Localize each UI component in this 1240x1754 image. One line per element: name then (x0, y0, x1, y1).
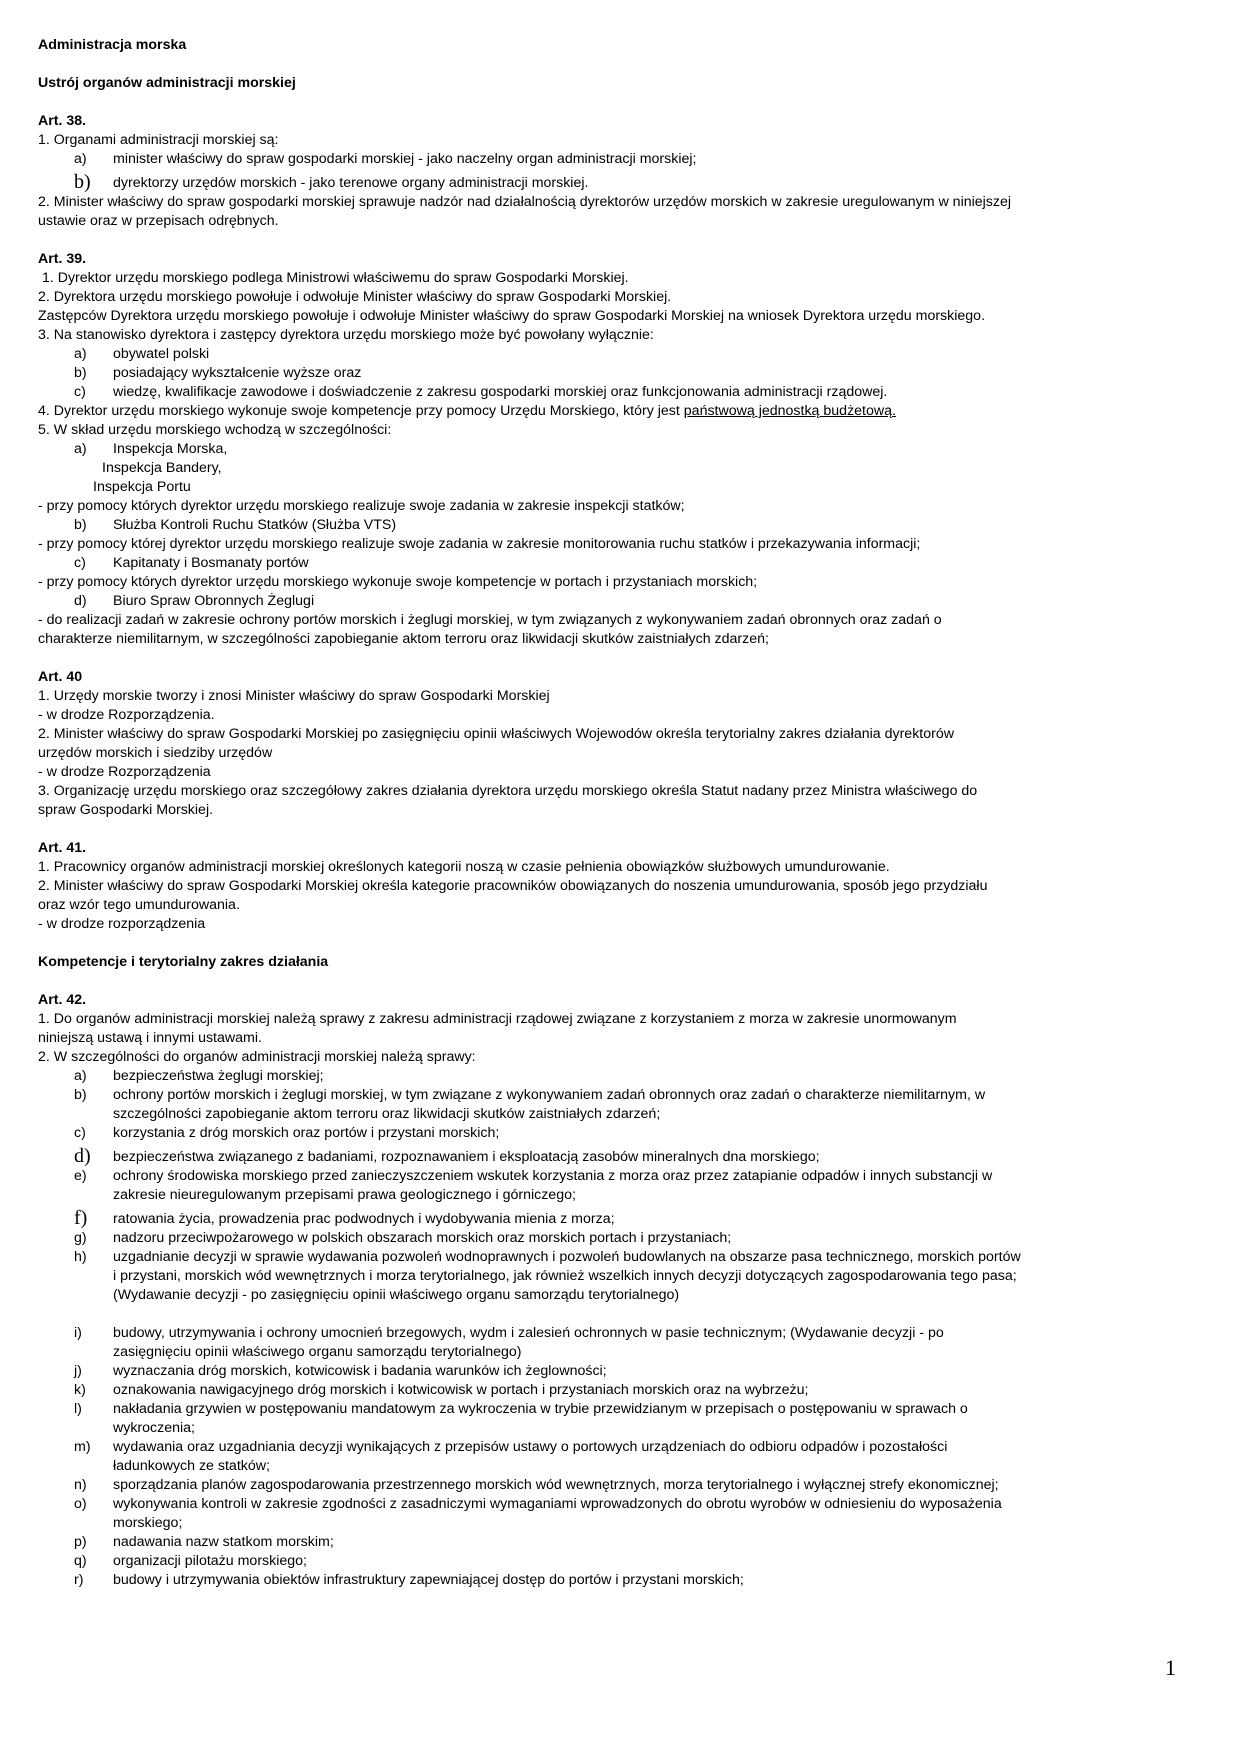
list-label: h) (74, 1249, 87, 1265)
list-label: m) (74, 1439, 91, 1455)
list-item (38, 440, 1188, 459)
list-text: sporządzania planów zagospodarowania przestrzennego morskich wód wewnętrznych, morza terytorialnego i wyłącznej strefy ekonomicznej; (113, 1477, 999, 1493)
list-label: i) (74, 1325, 82, 1341)
paragraph: - w drodze rozporządzenia (38, 916, 206, 932)
section-heading: Kompetencje i terytorialny zakres działania (38, 954, 329, 970)
paragraph: - w drodze Rozporządzenia. (38, 707, 215, 723)
list-text: posiadający wykształcenie wyższe oraz (113, 365, 362, 381)
paragraph: 2. Minister właściwy do spraw Gospodarki Morskiej po zasięgnięciu opinii właściwych Wojewodów określa terytorialny zakres działania dyrektorów (38, 726, 954, 742)
list-item (38, 1400, 1188, 1438)
list-label: p) (74, 1534, 87, 1550)
list-text: (Wydawanie decyzji - po zasięgnięciu opinii właściwego organu samorządu terytorialnego) (113, 1287, 680, 1303)
list-item (38, 1124, 1188, 1143)
paragraph: ustawie oraz w przepisach odrębnych. (38, 213, 279, 229)
list-item (38, 1495, 1188, 1533)
list-text: morskiego; (113, 1515, 183, 1531)
list-item (38, 1145, 1188, 1167)
list-label: g) (74, 1230, 87, 1246)
list-label: r) (74, 1572, 84, 1588)
article-heading: Art. 40 (38, 669, 83, 685)
paragraph: 2. W szczególności do organów administracji morskiej należą sprawy: (38, 1049, 476, 1065)
list-item (38, 554, 1188, 573)
list-label: a) (74, 151, 87, 167)
paragraph: oraz wzór tego umundurowania. (38, 897, 240, 913)
list-text: ratowania życia, prowadzenia prac podwodnych i wydobywania mienia z morza; (113, 1211, 615, 1227)
list-item (38, 592, 1188, 611)
list-item (38, 516, 1188, 535)
list-text: ładunkowych ze statków; (113, 1458, 270, 1474)
list-text: dyrektorzy urzędów morskich - jako terenowe organy administracji morskiej. (113, 175, 589, 191)
list-item (38, 1248, 1188, 1305)
list-text: wyznaczania dróg morskich, kotwicowisk i badania warunków ich żeglowności; (113, 1363, 607, 1379)
list-item (38, 1533, 1188, 1552)
list-text: Służba Kontroli Ruchu Statków (Służba VTS) (113, 517, 397, 533)
list-text: ochrony środowiska morskiego przed zanieczyszczeniem wskutek korzystania z morza oraz przez zatapianie odpadów i innych substancji w (113, 1168, 993, 1184)
paragraph: 2. Dyrektora urzędu morskiego powołuje i odwołuje Minister właściwy do spraw Gospodarki Morskiej. (38, 289, 672, 305)
paragraph: 1. Organami administracji morskiej są: (38, 132, 279, 148)
list-label: b) (74, 171, 91, 193)
paragraph: 3. Organizację urzędu morskiego oraz szczegółowy zakres działania dyrektora urzędu morskiego określa Statut nadany przez Ministra właściwego do (38, 783, 978, 799)
list-label: a) (74, 441, 87, 457)
list-text: budowy i utrzymywania obiektów infrastruktury zapewniającej dostęp do portów i przystani morskich; (113, 1572, 744, 1588)
paragraph: 2. Minister właściwy do spraw Gospodarki Morskiej określa kategorie pracowników obowiązanych do noszenia umundurowania, sposób jego przydziału (38, 878, 988, 894)
list-text: obywatel polski (113, 346, 210, 362)
list-text: korzystania z dróg morskich oraz portów i przystani morskich; (113, 1125, 500, 1141)
paragraph: spraw Gospodarki Morskiej. (38, 802, 214, 818)
list-text: ochrony portów morskich i żeglugi morskiej, w tym związane z wykonywaniem zadań obronnych oraz zadań o charakterze niemilitarnym, w (113, 1087, 986, 1103)
paragraph: 2. Minister właściwy do spraw gospodarki morskiej sprawuje nadzór nad działalnością dyrektorów urzędów morskich w zakresie uregulowanym w niniejszej (38, 194, 1012, 210)
list-item (38, 1086, 1188, 1124)
list-item (38, 1362, 1188, 1381)
list-item (38, 171, 1188, 193)
list-text: nadawania nazw statkom morskim; (113, 1534, 334, 1550)
list-label: e) (74, 1168, 87, 1184)
list-text: nakładania grzywien w postępowaniu mandatowym za wykroczenia w trybie przewidzianym w przepisach o postępowaniu w sprawach o (113, 1401, 968, 1417)
list-item (38, 383, 1188, 402)
list-text: oznakowania nawigacyjnego dróg morskich i kotwicowisk w portach i przystaniach morskich oraz na wybrzeżu; (113, 1382, 809, 1398)
section-heading: Ustrój organów administracji morskiej (38, 75, 296, 91)
list-item (38, 1207, 1188, 1229)
list-note: - przy pomocy których dyrektor urzędu morskiego realizuje swoje zadania w zakresie inspekcji statków; (38, 498, 685, 514)
list-item (38, 1067, 1188, 1086)
list-item (38, 364, 1188, 383)
list-label: l) (74, 1401, 82, 1417)
list-label: a) (74, 346, 87, 362)
list-item (38, 1438, 1188, 1476)
budget-unit-link[interactable]: państwową jednostką budżetową. (683, 403, 896, 419)
list-item (38, 1324, 1188, 1362)
list-text: wydawania oraz uzgadniania decyzji wynikających z przepisów ustawy o portowych urządzeniach do odbioru odpadów i pozostałości (113, 1439, 948, 1455)
paragraph: urzędów morskich i siedziby urzędów (38, 745, 273, 761)
paragraph: 1. Do organów administracji morskiej należą sprawy z zakresu administracji rządowej związane z korzystaniem z morza w zakresie unormowanym (38, 1011, 957, 1027)
list-label: a) (74, 1068, 87, 1084)
article-42-list (38, 1067, 1188, 1590)
list-label: d) (74, 1145, 91, 1167)
list-item (38, 1476, 1188, 1495)
list-text: Biuro Spraw Obronnych Żeglugi (113, 593, 315, 609)
list-label: n) (74, 1477, 87, 1493)
article-heading: Art. 38. (38, 113, 87, 129)
list-label: c) (74, 384, 86, 400)
list-text: Inspekcja Morska, (113, 441, 228, 457)
list-note: - przy pomocy której dyrektor urzędu morskiego realizuje swoje zadania w zakresie monitorowania ruchu statków i przekazywania informacji; (38, 536, 921, 552)
list-item (38, 1381, 1188, 1400)
document-page (38, 36, 1188, 1590)
list-text: bezpieczeństwa związanego z badaniami, rozpoznawaniem i eksploatacją zasobów mineralnych dna morskiego; (113, 1149, 820, 1165)
paragraph: Zastępców Dyrektora urzędu morskiego powołuje i odwołuje Minister właściwy do spraw Gospodarki Morskiej na wniosek Dyrektora urzędu morskiego. (38, 308, 986, 324)
list-subitem: Inspekcja Portu (93, 479, 191, 495)
article-heading: Art. 41. (38, 840, 87, 856)
list-subitem: Inspekcja Bandery, (102, 460, 222, 476)
list-label: f) (74, 1207, 88, 1229)
list-text: uzgadnianie decyzji w sprawie wydawania pozwoleń wodnoprawnych i pozwoleń budowlanych na obszarze pasa technicznego, morskich portów (113, 1249, 1021, 1265)
list-text: minister właściwy do spraw gospodarki morskiej - jako naczelny organ administracji morskiej; (113, 151, 697, 167)
list-text: bezpieczeństwa żeglugi morskiej; (113, 1068, 324, 1084)
paragraph: 1. Pracownicy organów administracji morskiej określonych kategorii noszą w czasie pełnienia obowiązków służbowych umundurowanie. (38, 859, 890, 875)
list-text: i przystani, morskich wód wewnętrznych i morza terytorialnego, jak również wszelkich innych decyzji dotyczących zagospodarowania tego pasa; (113, 1268, 1017, 1284)
list-text: Kapitanaty i Bosmanaty portów (113, 555, 309, 571)
article-heading: Art. 42. (38, 992, 87, 1008)
document-title: Administracja morska (38, 37, 187, 53)
list-label: b) (74, 365, 87, 381)
list-item (38, 150, 1188, 169)
list-item (38, 1571, 1188, 1590)
list-label: c) (74, 555, 86, 571)
spacer (38, 1305, 1188, 1324)
list-item (38, 1167, 1188, 1205)
paragraph: niniejszą ustawą i innymi ustawami. (38, 1030, 262, 1046)
page-number: 1 (1165, 1655, 1176, 1680)
list-label: b) (74, 1087, 87, 1103)
paragraph (38, 402, 1188, 421)
list-item (38, 1229, 1188, 1248)
list-item (38, 1552, 1188, 1571)
paragraph: 1. Dyrektor urzędu morskiego podlega Ministrowi właściwemu do spraw Gospodarki Morskiej. (38, 270, 629, 286)
list-label: d) (74, 593, 87, 609)
paragraph-text: 4. Dyrektor urzędu morskiego wykonuje swoje kompetencje przy pomocy Urzędu Morskiego, który jest (38, 403, 684, 419)
paragraph: 3. Na stanowisko dyrektora i zastępcy dyrektora urzędu morskiego może być powołany wyłącznie: (38, 327, 654, 343)
list-text: szczególności zapobieganie aktom terroru oraz likwidacji skutków zaistniałych zdarzeń; (113, 1106, 661, 1122)
list-text: zakresie nieuregulowanym przepisami prawa geologicznego i górniczego; (113, 1187, 576, 1203)
list-text: wykroczenia; (113, 1420, 196, 1436)
list-text: wykonywania kontroli w zakresie zgodności z zasadniczymi wymaganiami wprowadzonych do obrotu wyrobów w odniesieniu do wyposażenia (113, 1496, 1002, 1512)
list-label: k) (74, 1382, 86, 1398)
list-text: nadzoru przeciwpożarowego w polskich obszarach morskich oraz morskich portach i przystaniach; (113, 1230, 732, 1246)
list-text: budowy, utrzymywania i ochrony umocnień brzegowych, wydm i zalesień ochronnych w pasie technicznym; (Wydawanie decyzji - po (113, 1325, 944, 1341)
article-heading: Art. 39. (38, 251, 87, 267)
list-note: - przy pomocy których dyrektor urzędu morskiego wykonuje swoje kompetencje w portach i przystaniach morskich; (38, 574, 758, 590)
paragraph: - w drodze Rozporządzenia (38, 764, 211, 780)
list-label: o) (74, 1496, 87, 1512)
list-label: b) (74, 517, 87, 533)
list-note: - do realizacji zadań w zakresie ochrony portów morskich i żeglugi morskiej, w tym związanych z wykonywaniem zadań obronnych oraz zadań o (38, 612, 942, 628)
list-item (38, 345, 1188, 364)
list-note: charakterze niemilitarnym, w szczególności zapobieganie aktom terroru oraz likwidacji skutków zaistniałych zdarzeń; (38, 631, 769, 647)
list-text: zasięgnięciu opinii właściwego organu samorządu terytorialnego) (113, 1344, 522, 1360)
list-label: c) (74, 1125, 86, 1141)
list-label: q) (74, 1553, 87, 1569)
list-text: wiedzę, kwalifikacje zawodowe i doświadczenie z zakresu gospodarki morskiej oraz funkcjonowania administracji rządowej. (113, 384, 888, 400)
paragraph: 5. W skład urzędu morskiego wchodzą w szczególności: (38, 422, 392, 438)
list-text: organizacji pilotażu morskiego; (113, 1553, 307, 1569)
list-label: j) (74, 1363, 82, 1379)
paragraph: 1. Urzędy morskie tworzy i znosi Minister właściwy do spraw Gospodarki Morskiej (38, 688, 550, 704)
